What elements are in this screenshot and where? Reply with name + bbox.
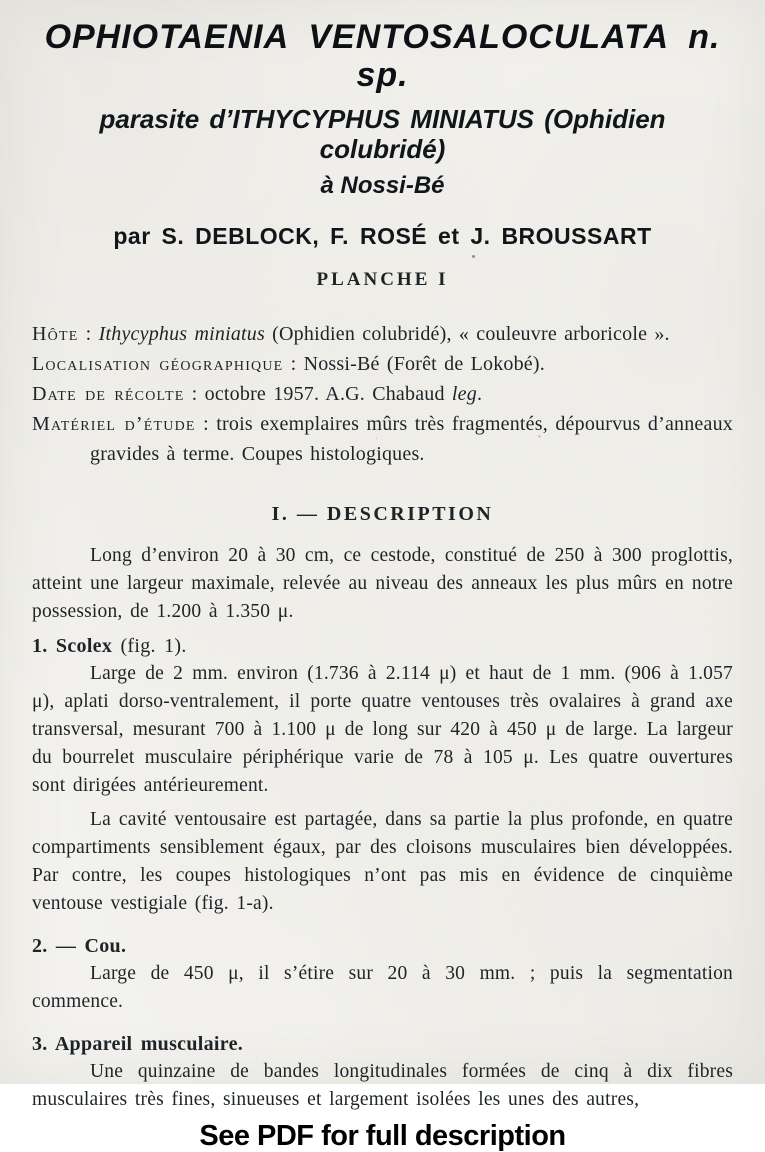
appareil-musculaire-paragraph: Une quinzaine de bandes longitudinales formées de cinq à dix fibres musculaires très fines, sinueuses et largement isolées les unes des autres,	[32, 1061, 733, 1110]
paper-title: OPHIOTAENIA VENTOSALOCULATA n. sp.	[44, 18, 721, 94]
description-heading: I. — DESCRIPTION	[271, 503, 494, 525]
leg-abbreviation: leg	[451, 383, 477, 405]
species-name: Ithycyphus miniatus	[98, 323, 265, 345]
paper-subtitle-location: à Nossi-Bé	[320, 172, 445, 199]
collection-date-period: .	[476, 383, 483, 405]
scolex-paragraph-2: La cavité ventousaire est partagée, dans sa partie la plus profonde, en quatre compartiments sensiblement égaux, par des cloisons musculaires bien développées. Par contre, les coupes histologiques n’ont pas mis en évidence de cinquième ventouse vestigiale (fig. 1-a).	[32, 809, 733, 914]
localisation-line	[32, 349, 733, 379]
scan-speck	[472, 255, 475, 258]
scolex-section	[32, 634, 733, 918]
appareil-musculaire-heading	[32, 1032, 733, 1056]
cou-heading-name: Cou.	[84, 935, 127, 957]
paper-subtitle: parasite d’ITHYCYPHUS MINIATUS (Ophidien colubridé)	[99, 104, 666, 164]
scolex-heading-number: 1.	[32, 635, 48, 657]
collection-date-text: : octobre 1957. A.G. Chabaud	[184, 383, 452, 405]
material-line	[32, 409, 733, 469]
collection-date-line	[32, 379, 733, 409]
collection-date-label: Date de récolte	[32, 383, 185, 405]
host-label: Hôte	[32, 323, 79, 345]
host-line	[32, 319, 733, 349]
cou-paragraph: Large de 450 μ, il s’étire sur 20 à 30 mm. ; puis la segmentation commence.	[32, 963, 733, 1012]
appareil-heading-name: Appareil musculaire.	[54, 1033, 244, 1055]
scolex-heading-figref: (fig. 1).	[112, 635, 187, 657]
material-text: : trois exemplaires mûrs très fragmentés, dépourvus d’anneaux gravides à terme. Coupes histologiques.	[90, 413, 733, 465]
scolex-heading	[32, 634, 733, 658]
cou-heading-number: 2. —	[32, 935, 77, 957]
description-intro-paragraph: Long d’environ 20 à 30 cm, ce cestode, constitué de 250 à 300 proglottis, atteint une largeur maximale, relevée au niveau des anneaux les plus mûrs en notre possession, de 1.200 à 1.350 μ.	[32, 545, 733, 622]
host-separator: :	[78, 323, 99, 345]
scolex-paragraph-1: Large de 2 mm. environ (1.736 à 2.114 μ) et haut de 1 mm. (906 à 1.057 μ), aplati dorso-ventralement, il porte quatre ventouses très ovalaires à grand axe transversal, mesurant 700 à 1.100 μ de long sur 420 à 450 μ de large. La largeur du bourrelet musculaire périphérique varie de 78 à 105 μ. Les quatre ouvertures sont dirigées antérieurement.	[32, 663, 733, 796]
description-section	[32, 503, 733, 626]
appareil-musculaire-section	[32, 1032, 733, 1114]
specimen-metadata	[32, 319, 733, 469]
cou-heading	[32, 934, 733, 958]
appareil-heading-number: 3.	[32, 1033, 48, 1055]
localisation-label: Localisation géographique	[32, 353, 284, 375]
material-label: Matériel d’étude	[32, 413, 196, 435]
localisation-text: : Nossi-Bé (Forêt de Lokobé).	[283, 353, 545, 375]
host-text: (Ophidien colubridé), « couleuvre arboricole ».	[264, 323, 670, 345]
cou-section	[32, 934, 733, 1016]
plate-heading: PLANCHE I	[316, 269, 449, 290]
see-pdf-note: See PDF for full description	[199, 1120, 566, 1152]
authors-line: par S. DEBLOCK, F. ROSÉ et J. BROUSSART	[113, 223, 652, 249]
title-block	[32, 18, 733, 291]
scolex-heading-name: Scolex	[55, 635, 113, 657]
